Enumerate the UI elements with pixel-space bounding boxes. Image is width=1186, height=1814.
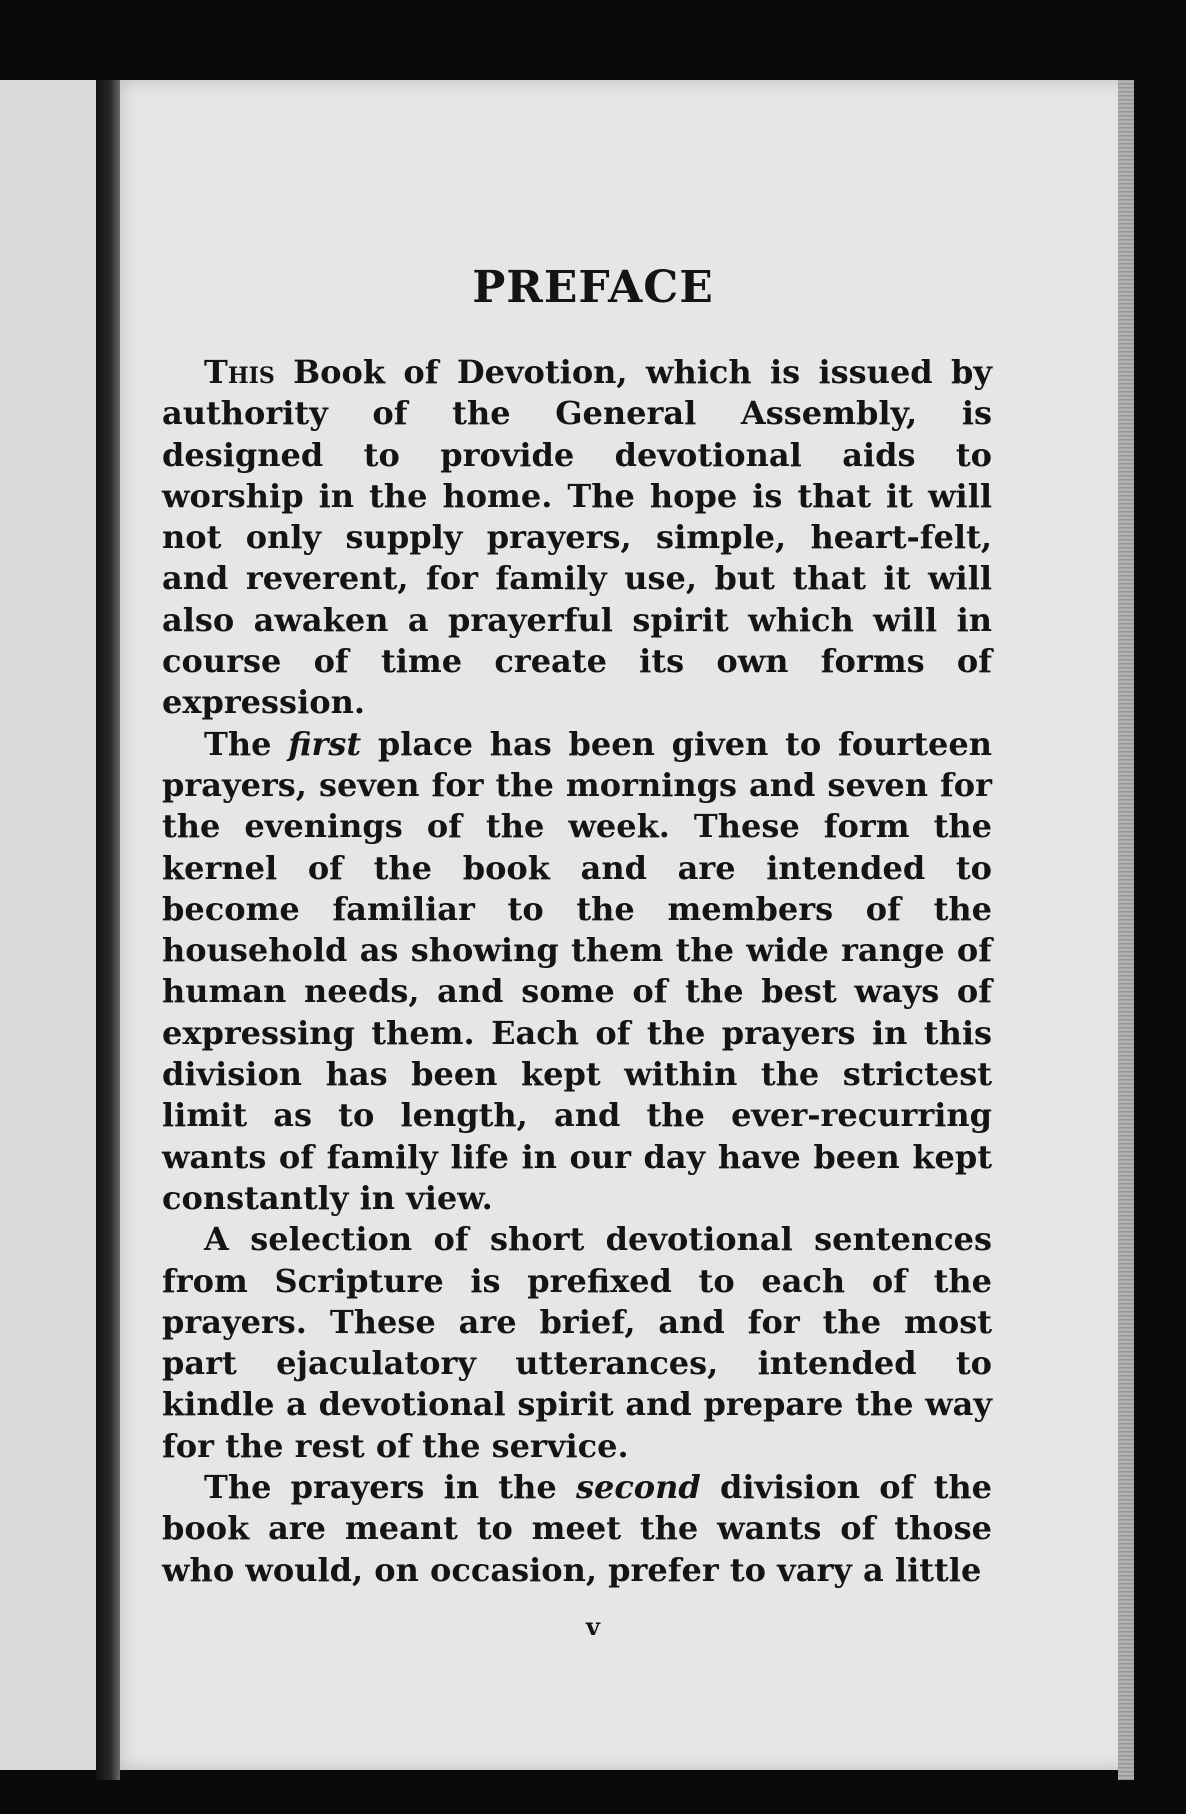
book-spine-shadow: [96, 80, 120, 1780]
paragraph-1-text: Book of Devotion, which is issued by authority of the General Assembly, is designed to provide devotional aids to worship in the home. The hope is that it will not only supply prayers, simple, heart-felt, and reverent, for family use, but that it will also awaken a prayerful spirit which will in course of time create its own forms of expression.: [162, 353, 992, 722]
paragraph-1: [162, 352, 992, 724]
facing-page-edge: [0, 80, 96, 1770]
paragraph-2: [162, 724, 992, 1220]
paragraph-4-post: division of the book are meant to meet the wants of those who would, on occasion, prefer to vary a little: [162, 1468, 993, 1589]
page-title: PREFACE: [472, 262, 714, 313]
paragraph-4-pre: The prayers in the: [204, 1468, 576, 1507]
paragraph-4-emphasis: second: [575, 1468, 701, 1507]
paragraph-2-post: place has been given to fourteen prayers, seven for the mornings and seven for the evenings of the week. These form the kernel of the book and are intended to become familiar to the members of the household as showing them the wide range of human needs, and some of the best ways of expressing them. Each of the prayers in this division has been kept within the strictest limit as to length, and the ever-recurring wants of family life in our day have been kept constantly in view.: [162, 724, 993, 1217]
preface-body: [162, 352, 992, 1591]
page-number: v: [586, 1612, 600, 1641]
paragraph-2-pre: The: [204, 724, 289, 763]
paragraph-4: [162, 1467, 992, 1591]
page-fore-edge: [1118, 80, 1134, 1780]
paragraph-3: [162, 1219, 992, 1467]
paragraph-2-emphasis: first: [288, 724, 362, 763]
paragraph-1-lead: This: [204, 353, 275, 391]
paragraph-3-text: A selection of short devotional sentences from Scripture is prefixed to each of the prayers. These are brief, and for the most part ejaculatory utterances, intended to kindle a devotional spirit and prepare the way for the rest of the service.: [162, 1220, 992, 1465]
